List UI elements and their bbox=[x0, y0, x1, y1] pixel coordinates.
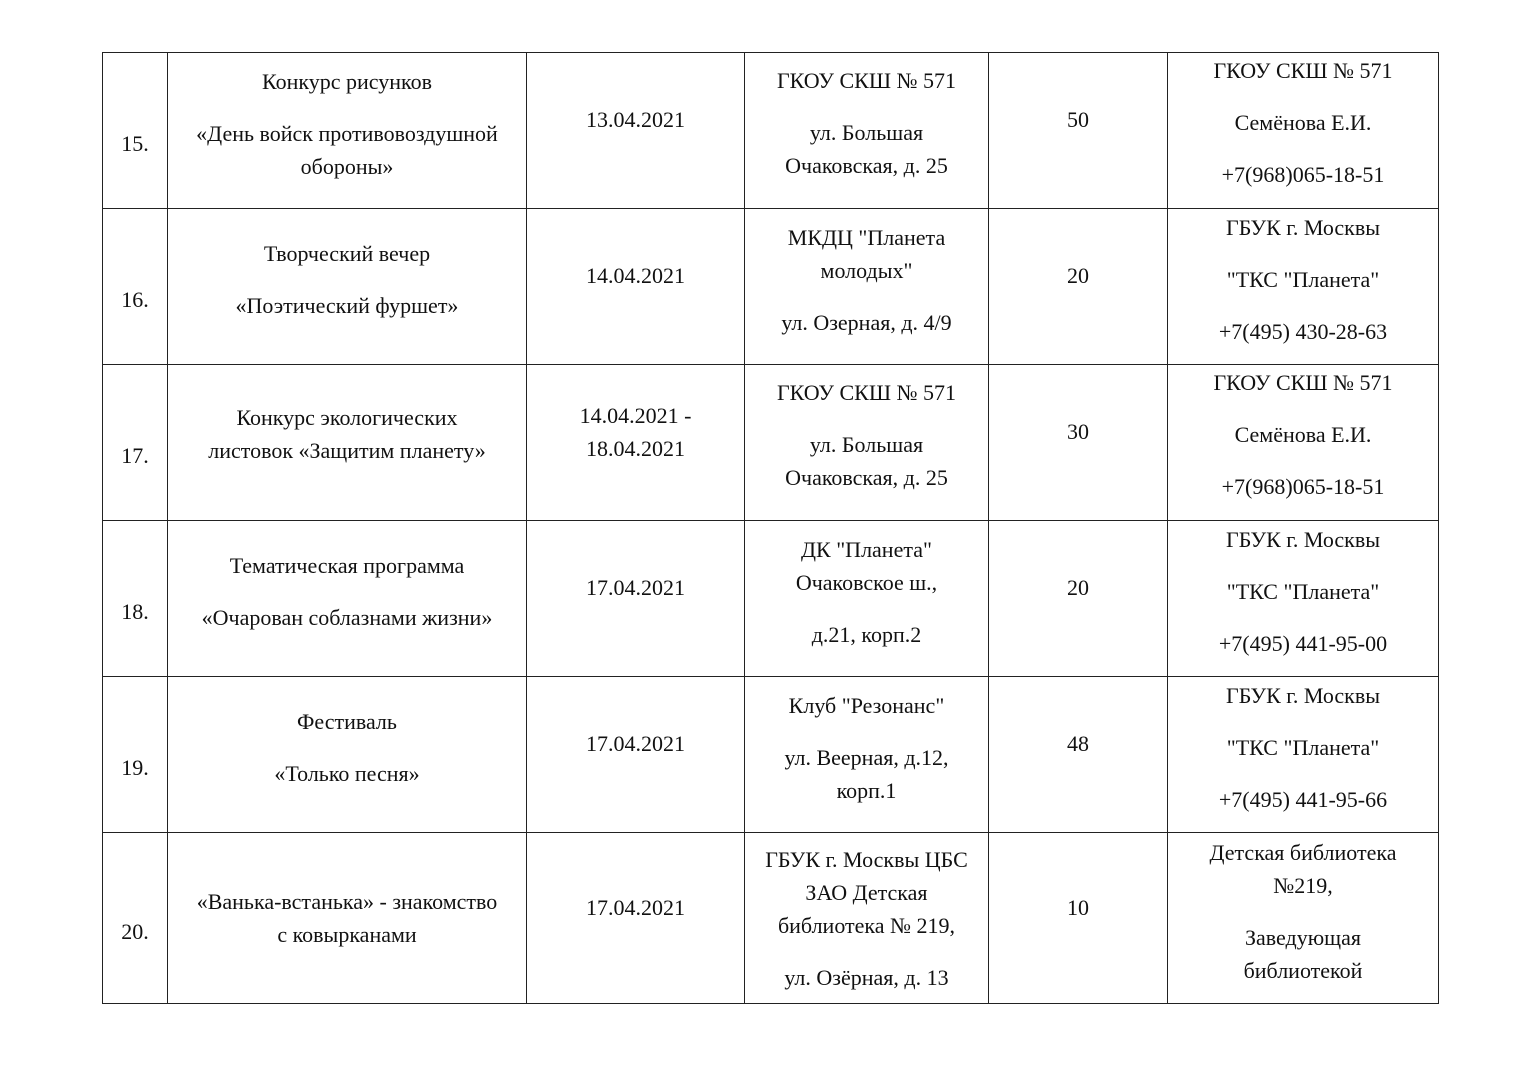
event-place-line: ГКОУ СКШ № 571 bbox=[776, 67, 957, 93]
event-title-line: Тематическая программа bbox=[229, 553, 465, 578]
event-place-line: ГКОУ СКШ № 571 bbox=[776, 379, 957, 405]
event-place-line: д.21, корп.2 bbox=[811, 621, 922, 647]
row-number: 16. bbox=[103, 209, 168, 365]
event-place bbox=[745, 833, 989, 1004]
organizer-line: +7(968)065-18-51 bbox=[1221, 474, 1385, 499]
event-place-line: МКДЦ "Планета молодых" bbox=[787, 224, 946, 283]
event-date: 17.04.2021 bbox=[527, 833, 745, 1004]
event-title bbox=[168, 677, 527, 833]
row-number: 19. bbox=[103, 677, 168, 833]
event-place bbox=[745, 53, 989, 209]
event-place-line: ул. Веерная, д.12, корп.1 bbox=[784, 744, 949, 803]
organizer-line: "ТКС "Планета" bbox=[1226, 267, 1380, 292]
event-place bbox=[745, 521, 989, 677]
event-place-line: ул. Большая Очаковская, д. 25 bbox=[785, 119, 948, 178]
event-title-line: «Ванька-встанька» - знакомство с ковырканами bbox=[196, 889, 498, 947]
organizer-line: ГКОУ СКШ № 571 bbox=[1213, 370, 1393, 395]
participant-count: 10 bbox=[989, 833, 1168, 1004]
row-number: 17. bbox=[103, 365, 168, 521]
event-date: 17.04.2021 bbox=[527, 677, 745, 833]
organizer bbox=[1168, 209, 1439, 365]
organizer-line: ГКОУ СКШ № 571 bbox=[1213, 58, 1393, 83]
event-title bbox=[168, 53, 527, 209]
organizer-line: ГБУК г. Москвы bbox=[1225, 683, 1381, 708]
event-place-line: ГБУК г. Москвы ЦБС ЗАО Детская библиотека № 219, bbox=[765, 846, 968, 938]
table-row bbox=[103, 833, 1439, 1004]
participant-count: 48 bbox=[989, 677, 1168, 833]
participant-count: 20 bbox=[989, 209, 1168, 365]
organizer bbox=[1168, 53, 1439, 209]
event-date: 14.04.2021 - 18.04.2021 bbox=[527, 365, 745, 521]
organizer bbox=[1168, 365, 1439, 521]
organizer-line: ГБУК г. Москвы bbox=[1225, 527, 1381, 552]
table-row bbox=[103, 209, 1439, 365]
event-title-line: «Поэтический фуршет» bbox=[235, 293, 459, 318]
event-place bbox=[745, 209, 989, 365]
organizer bbox=[1168, 833, 1439, 1004]
event-place-line: Клуб "Резонанс" bbox=[788, 692, 945, 718]
event-title-line: Творческий вечер bbox=[263, 241, 431, 266]
organizer-line: "ТКС "Планета" bbox=[1226, 735, 1380, 760]
row-number: 18. bbox=[103, 521, 168, 677]
organizer-line: +7(968)065-18-51 bbox=[1221, 162, 1385, 187]
participant-count: 50 bbox=[989, 53, 1168, 209]
organizer-line: Семёнова Е.И. bbox=[1234, 110, 1372, 135]
row-number: 20. bbox=[103, 833, 168, 1004]
organizer-line: Заведующая библиотекой bbox=[1243, 924, 1363, 983]
event-date: 17.04.2021 bbox=[527, 521, 745, 677]
row-number: 15. bbox=[103, 53, 168, 209]
organizer-line: Детская библиотека №219, bbox=[1209, 839, 1397, 898]
event-place bbox=[745, 677, 989, 833]
event-title bbox=[168, 521, 527, 677]
organizer-line: +7(495) 441-95-00 bbox=[1218, 631, 1388, 656]
event-title-line: «Только песня» bbox=[274, 761, 420, 786]
event-place-line: ул. Озерная, д. 4/9 bbox=[781, 309, 952, 335]
event-date: 14.04.2021 bbox=[527, 209, 745, 365]
event-title-line: Конкурс экологических листовок «Защитим планету» bbox=[208, 404, 486, 463]
organizer-line: ГБУК г. Москвы bbox=[1225, 215, 1381, 240]
organizer-line: +7(495) 430-28-63 bbox=[1218, 319, 1388, 344]
event-title-line: «Очарован соблазнами жизни» bbox=[201, 605, 493, 630]
event-place-line: ул. Большая Очаковская, д. 25 bbox=[785, 431, 948, 490]
participant-count: 30 bbox=[989, 365, 1168, 521]
event-title bbox=[168, 365, 527, 521]
event-place-line: ДК "Планета" Очаковское ш., bbox=[795, 536, 938, 595]
organizer-line: +7(495) 441-95-66 bbox=[1218, 787, 1388, 812]
event-title bbox=[168, 833, 527, 1004]
event-title-line: Конкурс рисунков bbox=[262, 68, 432, 94]
table-row bbox=[103, 521, 1439, 677]
event-place bbox=[745, 365, 989, 521]
table-row bbox=[103, 365, 1439, 521]
organizer bbox=[1168, 677, 1439, 833]
participant-count: 20 bbox=[989, 521, 1168, 677]
organizer-line: Семёнова Е.И. bbox=[1234, 422, 1372, 447]
event-date: 13.04.2021 bbox=[527, 53, 745, 209]
events-table bbox=[102, 52, 1439, 1004]
event-place-line: ул. Озёрная, д. 13 bbox=[784, 964, 949, 990]
table-row bbox=[103, 53, 1439, 209]
event-title-line: «День войск противовоздушной обороны» bbox=[196, 120, 498, 179]
event-title-line: Фестиваль bbox=[297, 709, 397, 734]
organizer bbox=[1168, 521, 1439, 677]
event-title bbox=[168, 209, 527, 365]
table-row bbox=[103, 677, 1439, 833]
organizer-line: "ТКС "Планета" bbox=[1226, 579, 1380, 604]
